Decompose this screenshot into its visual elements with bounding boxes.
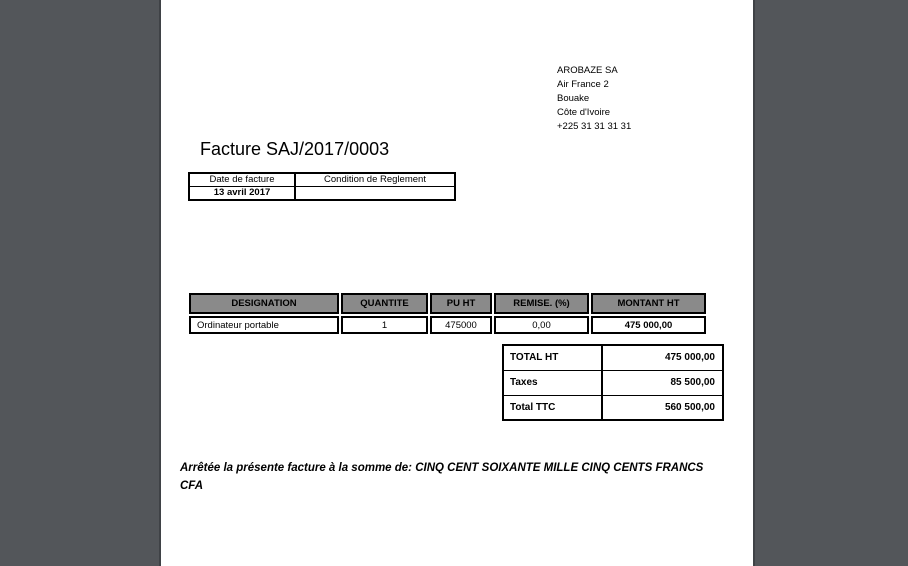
invoice-totals-table	[502, 344, 724, 421]
invoice-info-table	[188, 172, 456, 201]
total-ttc-row	[503, 395, 723, 420]
line-remise: 0,00	[494, 316, 589, 334]
total-ht-value: 475 000,00	[602, 345, 723, 370]
header-remise: REMISE. (%)	[494, 293, 589, 314]
company-phone: +225 31 31 31 31	[557, 121, 632, 132]
invoice-lines-table	[187, 291, 708, 336]
info-header-condition: Condition de Reglement	[295, 173, 455, 186]
total-ht-label: TOTAL HT	[503, 345, 602, 370]
header-montant-ht: MONTANT HT	[591, 293, 706, 314]
taxes-value: 85 500,00	[602, 370, 723, 395]
company-address-line: Air France 2	[557, 79, 609, 90]
lines-header-row	[189, 293, 706, 314]
line-pu-ht: 475000	[430, 316, 492, 334]
line-quantite: 1	[341, 316, 428, 334]
info-header-row	[189, 173, 455, 186]
info-value-row	[189, 186, 455, 200]
invoice-date: 13 avril 2017	[189, 186, 295, 200]
line-designation: Ordinateur portable	[189, 316, 339, 334]
info-header-date: Date de facture	[189, 173, 295, 186]
invoice-page	[159, 0, 755, 566]
taxes-label: Taxes	[503, 370, 602, 395]
company-address-block	[557, 64, 631, 134]
total-ttc-value: 560 500,00	[602, 395, 723, 420]
total-ttc-label: Total TTC	[503, 395, 602, 420]
taxes-row	[503, 370, 723, 395]
header-pu-ht: PU HT	[430, 293, 492, 314]
company-address-line: Côte d'Ivoire	[557, 107, 611, 118]
invoice-line-row	[189, 316, 706, 334]
header-designation: DESIGNATION	[189, 293, 339, 314]
total-ht-row	[503, 345, 723, 370]
line-montant-ht: 475 000,00	[591, 316, 706, 334]
invoice-title: Facture SAJ/2017/0003	[200, 139, 390, 159]
amount-in-words: Arrêtée la présente facture à la somme de: CINQ CENT SOIXANTE MILLE CINQ CENTS FRANCS CFA	[180, 462, 704, 492]
company-address-line: Bouake	[557, 93, 590, 104]
company-name: AROBAZE SA	[557, 65, 618, 76]
payment-condition	[295, 186, 455, 200]
header-quantite: QUANTITE	[341, 293, 428, 314]
